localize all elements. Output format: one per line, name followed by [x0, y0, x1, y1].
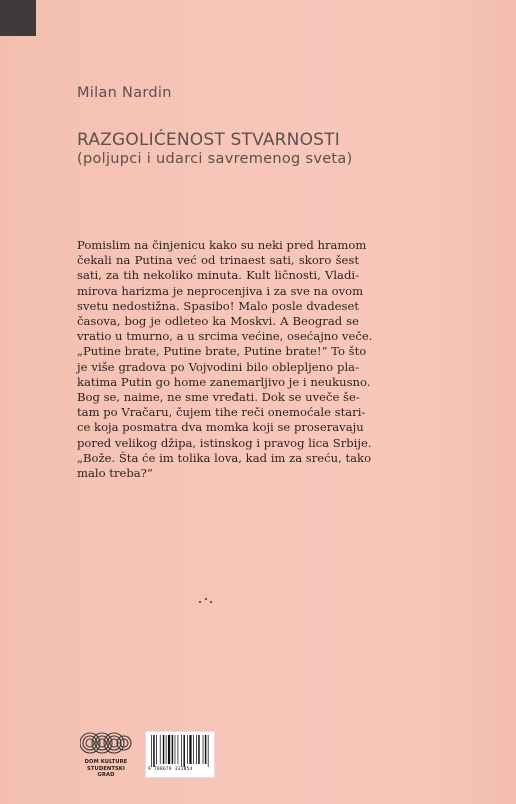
publisher-logo-icon	[80, 730, 132, 756]
blurb-line: malo treba?“	[77, 466, 153, 481]
blurb-line: „Bože. Šta će im tolika lova, kad im za sreću, tako	[77, 450, 372, 465]
book-title: RAZGOLIĆENOST STVARNOSTI	[77, 130, 340, 150]
blurb-line: časova, bog je odleteo ka Moskvi. A Beograd se	[77, 314, 359, 329]
author-name: Milan Nardin	[77, 85, 172, 101]
print-specks	[199, 598, 213, 604]
blurb-line: Bog se, naime, ne sme vređati. Dok se uveče še-	[77, 390, 360, 405]
blurb-line: mirova harizma je neprocenjiva i za sve na ovom	[77, 283, 364, 298]
blurb-line: Pomislim na činjenicu kako su neki pred hramom	[77, 238, 367, 252]
blurb-line: svetu nedostižna. Spasibo! Malo posle dvadeset	[77, 298, 359, 313]
blurb-line: je više gradova po Vojvodini bilo oblepljeno pla-	[77, 359, 359, 374]
blurb-line: „Putine brate, Putine brate, Putine brate!“ To što	[77, 344, 367, 359]
isbn-barcode	[145, 731, 215, 778]
blurb-line: vratio u tmurno, a u srcima većine, osećajno veče.	[77, 329, 373, 344]
blurb-text	[77, 238, 373, 481]
blurb-line: pored velikog džipa, istinskog i pravog lica Srbije.	[77, 435, 372, 450]
publisher-name	[78, 759, 134, 779]
corner-block	[0, 0, 36, 36]
book-subtitle: (poljupci i udarci savremenog sveta)	[77, 151, 353, 167]
barcode-digits: 9 788679 331854	[148, 767, 193, 772]
publisher-name-line2: STUDENTSKI GRAD	[87, 765, 125, 779]
blurb-line: ce koja posmatra dva momka koji se proseravaju	[77, 420, 364, 435]
barcode-bars-icon	[150, 735, 210, 767]
blurb-line: sati, za tih nekoliko minuta. Kult ličnosti, Vladi-	[77, 268, 359, 283]
publisher-logo	[78, 730, 134, 779]
blurb-line: tam po Vračaru, čujem tihe reči onemoćale stari-	[77, 405, 366, 420]
publisher-name-line1: DOM KULTURE	[84, 759, 128, 765]
blurb-line: katima Putin go home zanemarljivo je i neukusno.	[77, 374, 371, 389]
blurb-line: čekali na Putina već od trinaest sati, skoro šest	[77, 253, 359, 268]
